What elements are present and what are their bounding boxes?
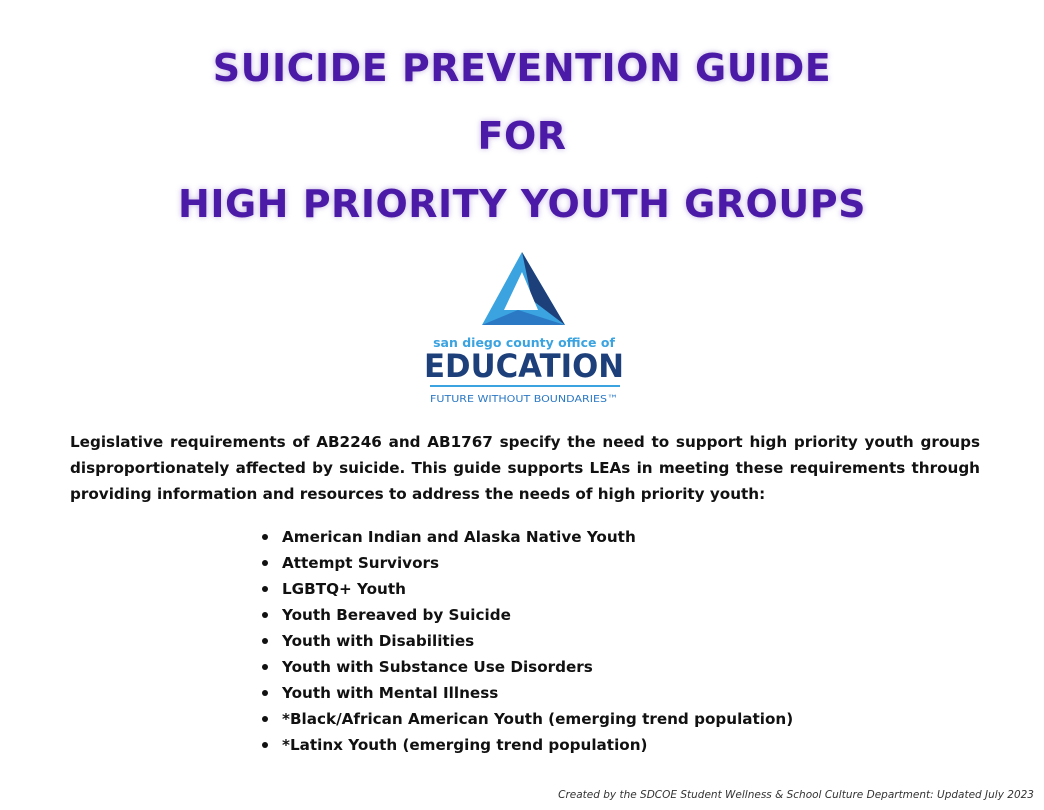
bullet-icon (262, 690, 268, 696)
priority-groups-list (262, 524, 793, 758)
list-item: Youth Bereaved by Suicide (262, 602, 793, 628)
bullet-icon (262, 716, 268, 722)
list-item: Youth with Disabilities (262, 628, 793, 654)
footer-credit: Created by the SDCOE Student Wellness & School Culture Department: Updated July 2023 (558, 789, 1034, 801)
bullet-icon (262, 560, 268, 566)
sdcoe-logo (420, 250, 630, 410)
bullet-icon (262, 638, 268, 644)
title-line-2: FOR (477, 114, 567, 158)
list-item: *Latinx Youth (emerging trend population) (262, 732, 793, 758)
triangle-logo-icon (482, 252, 565, 325)
bullet-icon (262, 586, 268, 592)
title-line-3: HIGH PRIORITY YOUTH GROUPS (178, 182, 866, 226)
bullet-icon (262, 534, 268, 540)
bullet-icon (262, 664, 268, 670)
bullet-icon (262, 612, 268, 618)
logo-divider (430, 385, 620, 387)
list-item: Youth with Substance Use Disorders (262, 654, 793, 680)
list-item: Attempt Survivors (262, 550, 793, 576)
list-item: American Indian and Alaska Native Youth (262, 524, 793, 550)
logo-wordmark: EDUCATION (424, 347, 624, 385)
list-item: Youth with Mental Illness (262, 680, 793, 706)
logo-org-line: san diego county office of (433, 335, 615, 350)
intro-paragraph: Legislative requirements of AB2246 and AB1767 specify the need to support high priority youth groups disproportionately affected by suicide. This guide supports LEAs in meeting these requirements through providing information and resources to address the needs of high priority youth: (70, 433, 980, 503)
title-line-1: SUICIDE PREVENTION GUIDE (212, 46, 832, 90)
logo-tagline: FUTURE WITHOUT BOUNDARIES™ (430, 394, 618, 405)
list-item: LGBTQ+ Youth (262, 576, 793, 602)
list-item: *Black/African American Youth (emerging trend population) (262, 706, 793, 732)
bullet-icon (262, 742, 268, 748)
